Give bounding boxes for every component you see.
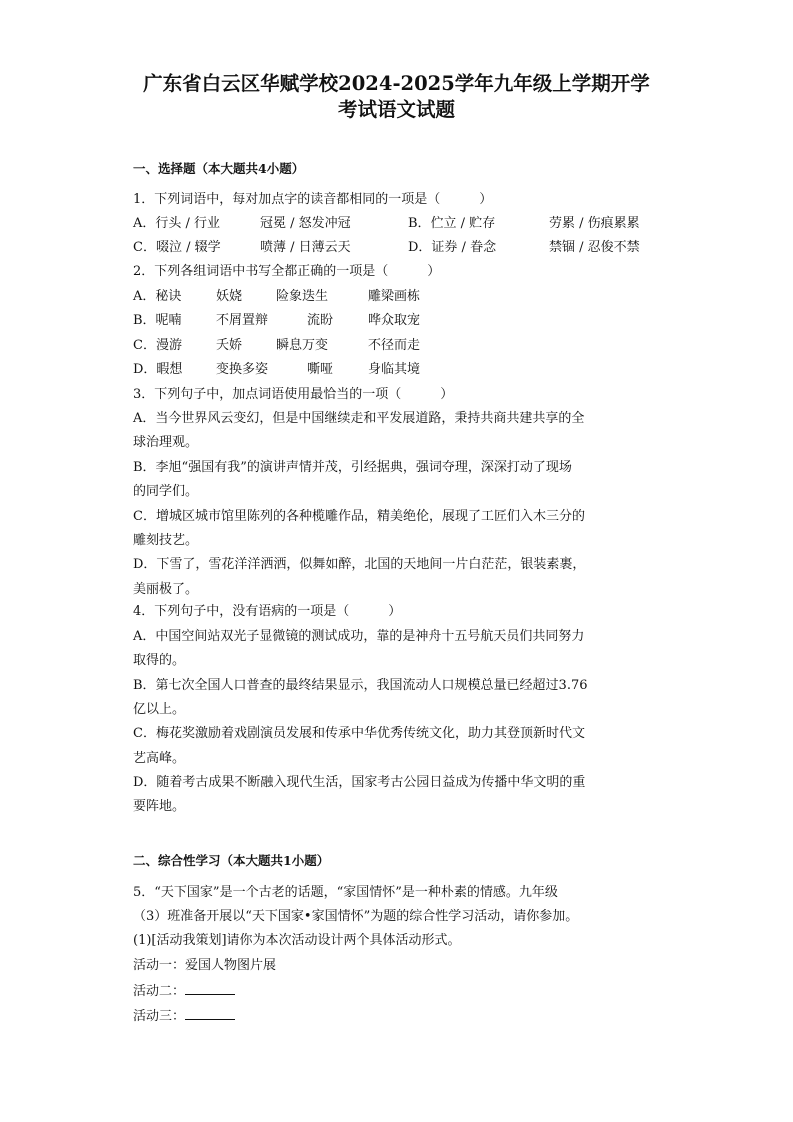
activity-2-label: 活动二： <box>133 984 186 999</box>
q2-a-word4: 雕梁画栋 <box>368 289 421 304</box>
section-heading-choice: 一、选择题（本大题共4小题） <box>133 161 305 176</box>
q2-c-word1: C．漫游 <box>133 338 182 353</box>
question-5-subquestion-1: (1)[活动我策划]请你为本次活动设计两个具体活动形式。 <box>133 933 461 948</box>
section-heading-integrated: 二、综合性学习（本大题共1小题） <box>133 853 330 868</box>
q4-option-d-line1: D．随着考古成果不断融入现代生活，国家考古公园日益成为传播中华文明的重 <box>133 775 586 790</box>
q2-b-word3: 流盼 <box>307 313 334 328</box>
q3-option-d-line1: D．下雪了，雪花洋洋洒洒，似舞如醉，北国的天地间一片白茫茫，银装素裹， <box>133 557 586 572</box>
q2-d-word1: D．暇想 <box>133 362 183 377</box>
q3-option-d-line2: 美丽极了。 <box>133 582 199 597</box>
activity-1: 活动一：爱国人物图片展 <box>133 958 277 973</box>
q1-option-c-part2: 喷薄 / 日薄云天 <box>260 240 351 255</box>
q1-option-a-part2: 冠冕 / 怒发冲冠 <box>260 216 351 231</box>
activity-3-answer-blank[interactable] <box>185 1007 235 1020</box>
q2-c-word2: 夭娇 <box>216 338 243 353</box>
question-2-stem: 2．下列各组词语中书写全都正确的一项是（ ） <box>133 264 441 279</box>
q3-option-b-line2: 的同学们。 <box>133 484 199 499</box>
q3-option-b-line1: B．李旭“强国有我”的演讲声情并茂，引经据典，强词夺理，深深打动了现场 <box>133 460 572 475</box>
q4-option-d-line2: 要阵地。 <box>133 799 186 814</box>
q1-option-a-part1: A．行头 / 行业 <box>133 216 221 231</box>
q2-d-word2: 变换多姿 <box>216 362 269 377</box>
question-4-stem: 4．下列句子中，没有语病的一项是（ ） <box>133 604 402 619</box>
q2-b-word4: 哗众取宠 <box>368 313 421 328</box>
q4-option-a-line1: A．中国空间站双光子显微镜的测试成功，靠的是神舟十五号航天员们共同努力 <box>133 629 585 644</box>
q1-option-b-part2: 劳累 / 伤痕累累 <box>549 216 640 231</box>
q1-option-d-part2: 禁锢 / 忍俊不禁 <box>549 240 640 255</box>
q2-b-word2: 不屑置辩 <box>216 313 269 328</box>
activity-2 <box>133 982 235 1000</box>
q2-d-word3: 嘶哑 <box>307 362 334 377</box>
question-5-stem-line2: （3）班准备开展以“天下国家•家国情怀”为题的综合性学习活动，请你参加。 <box>133 909 579 924</box>
q4-option-c-line1: C．梅花奖激励着戏剧演员发展和传承中华优秀传统文化，助力其登顶新时代文 <box>133 726 585 741</box>
activity-3-label: 活动三： <box>133 1009 186 1024</box>
q1-option-b-part1: B．伫立 / 贮存 <box>408 216 496 231</box>
q3-option-c-line1: C．增城区城市馆里陈列的各种榄雕作品，精美绝伦，展现了工匠们入木三分的 <box>133 509 585 524</box>
page-title-line1: 广东省白云区华赋学校2024-2025学年九年级上学期开学 <box>143 72 650 95</box>
q1-option-c-part1: C．啜泣 / 辍学 <box>133 240 221 255</box>
q3-option-c-line2: 雕刻技艺。 <box>133 533 199 548</box>
question-1-stem: 1．下列词语中，每对加点字的读音都相同的一项是（ ） <box>133 192 493 207</box>
q4-option-b-line2: 亿以上。 <box>133 702 186 717</box>
q3-option-a-line1: A．当今世界风云变幻，但是中国继续走和平发展道路，秉持共商共建共享的全 <box>133 411 585 426</box>
q2-c-word4: 不径而走 <box>368 338 421 353</box>
q4-option-c-line2: 艺高峰。 <box>133 751 186 766</box>
q4-option-b-line1: B．第七次全国人口普查的最终结果显示，我国流动人口规模总量已经超过3.76 <box>133 678 588 693</box>
q2-d-word4: 身临其境 <box>368 362 421 377</box>
activity-2-answer-blank[interactable] <box>185 982 235 995</box>
q2-c-word3: 瞬息万变 <box>276 338 329 353</box>
q1-option-d-part1: D．证券 / 眷念 <box>408 240 497 255</box>
q2-a-word2: 妖娆 <box>216 289 243 304</box>
question-3-stem: 3．下列句子中，加点词语使用最恰当的一项（ ） <box>133 387 454 402</box>
activity-3 <box>133 1007 235 1025</box>
q2-b-word1: B．呢喃 <box>133 313 182 328</box>
question-5-stem-line1: 5．“天下国家”是一个古老的话题，“家国情怀”是一种朴素的情感。九年级 <box>133 885 558 900</box>
q3-option-a-line2: 球治理观。 <box>133 435 199 450</box>
page-title-line2: 考试语文试题 <box>337 98 455 121</box>
q4-option-a-line2: 取得的。 <box>133 653 186 668</box>
q2-a-word3: 险象迭生 <box>276 289 329 304</box>
q2-a-word1: A．秘诀 <box>133 289 182 304</box>
